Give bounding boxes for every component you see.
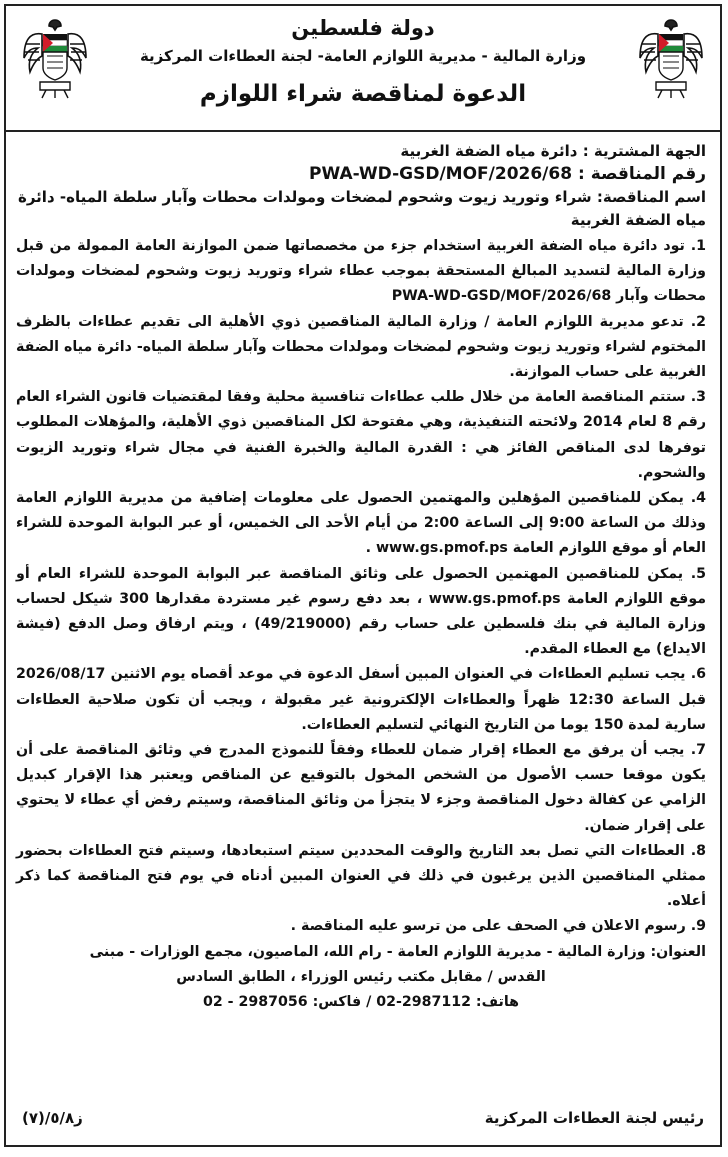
ministry-line: وزارة المالية - مديرية اللوازم العامة- لجنة العطاءات المركزية [139, 47, 587, 65]
clause-8: 8. العطاءات التي تصل بعد التاريخ والوقت المحددين سيتم استبعادها، وسيتم فتح العطاءات بحضور ممثلي المناقصين الذين يرغبون في ذلك في العنوان المبين أدناه في يوم فتح المناقصة كما ذكر أعلاه. [16, 842, 706, 910]
clause-4: 4. يمكن للمناقصين المؤهلين والمهتمين الحصول على معلومات إضافية من مديرية اللوازم العامة وذلك من الساعة 9:00 إلى الساعة 2:00 من أيام الأحد الى الخميس، أو عبر البوابة الموحدة للشراء العام أو موقع اللوازم العامة www.gs.pmof.ps . [16, 490, 706, 557]
clause-5: 5. يمكن للمناقصين المهتمين الحصول على وثائق المناقصة عبر البوابة الموحدة للشراء العام أو موقع اللوازم العامة www.gs.pmof.ps ، بعد دفع رسوم غير مستردة مقدارها 300 شيكل لحساب وزارة المالية في بنك فلسطين على حساب رقم (49/219000) ، ويتم ارفاق وصل الدفع (فيشة الايداع) مع العطاء المقدم. [16, 565, 706, 658]
clauses-list [16, 234, 706, 940]
address-line-1: العنوان: وزارة المالية - مديرية اللوازم العامة - رام الله، الماصيون، مجمع الوزارات - مبنى [89, 943, 706, 960]
clause-1: 1. تود دائرة مياه الضفة الغربية استخدام جزء من مخصصاتها ضمن الموازنة العامة الممولة من قبل وزارة المالية لتسديد المبالغ المستحقة بموجب عطاء شراء وتوريد زيوت وشحوم لمضخات ومولدات محطات وآبار PWA-WD-GSD/MOF/2026/68 [16, 238, 706, 305]
tender-meta [16, 140, 706, 232]
tender-number-label: رقم المناقصة : [577, 164, 706, 184]
palestine-eagle-emblem-icon [20, 14, 90, 100]
buyer: الجهة المشترية : دائرة مياه الضفة الغربية [400, 142, 706, 160]
header [6, 6, 720, 130]
notice-body [6, 132, 720, 1015]
footer [22, 1109, 704, 1135]
address-line-2: القدس / مقابل مكتب رئيس الوزراء ، الطابق السادس [176, 968, 546, 985]
state-name: دولة فلسطين [291, 16, 435, 40]
clause-6: 6. يجب تسليم العطاءات في العنوان المبين أسفل الدعوة في موعد أقصاه يوم الاثنين 2026/08/17 قبل الساعة 12:30 ظهراً والعطاءات الإلكترونية غير مقبولة ، ويجب أن تكون صلاحية العطاءات سارية لمدة 150 يوما من التاريخ النهائي لتسليم العطاءات. [16, 666, 707, 733]
tender-notice [4, 4, 722, 1147]
address-block [16, 940, 706, 1015]
ad-reference: ز٥/٨/(٧) [22, 1109, 83, 1127]
clause-7: 7. يجب أن يرفق مع العطاء إقرار ضمان للعطاء وفقاً للنموذج المدرج في وثائق المناقصة على أن يكون موقعا حسب الأصول من الشخص المخول بالتوقيع عن المناقص ويعتبر هذا الإقرار كبديل الزامي عن كفالة دخول المناقصة وجزء لا يتجزأ من وثائق المناقصة، وسيتم رفض أي عطاء لا يحتوي على إقرار ضمان. [16, 742, 706, 834]
tender-number-line [16, 163, 706, 186]
clause-9: 9. رسوم الاعلان في الصحف على من ترسو عليه المناقصة . [290, 918, 706, 935]
committee-signature: رئيس لجنة العطاءات المركزية [484, 1109, 704, 1127]
clause-2: 2. تدعو مديرية اللوازم العامة / وزارة المالية المناقصين ذوي الأهلية الى تقديم عطاءات بالظرف المختوم لشراء وتوريد زيوت وشحوم لمضخات ومولدات محطات وآبار سلطة المياه- دائرة مياه الضفة الغربية على حساب الموازنة. [16, 313, 706, 381]
tender-name: اسم المناقصة: شراء وتوريد زيوت وشحوم لمضخات ومولدات محطات وآبار سلطة المياه- دائرة مياه الضفة الغربية [17, 188, 706, 229]
tender-number: PWA-WD-GSD/MOF/2026/68 [309, 164, 573, 184]
phone-fax: هاتف: 2987112-02 / فاكس: 2987056 - 02 [202, 993, 519, 1010]
page-title: الدعوة لمناقصة شراء اللوازم [199, 81, 527, 107]
palestine-eagle-emblem-icon [636, 14, 706, 100]
clause-3: 3. ستتم المناقصة العامة من خلال طلب عطاءات تنافسية محلية وفقا لمقتضيات قانون الشراء العام رقم 8 لعام 2014 ولائحته التنفيذية، وهي مفتوحة لكل المناقصين ذوي الأهلية، والمؤهلات المطلوب توفرها لدى المناقص الفائز هي : القدرة المالية والخبرة الفنية في مجال شراء وتوريد الزيوت والشحوم. [16, 389, 706, 481]
